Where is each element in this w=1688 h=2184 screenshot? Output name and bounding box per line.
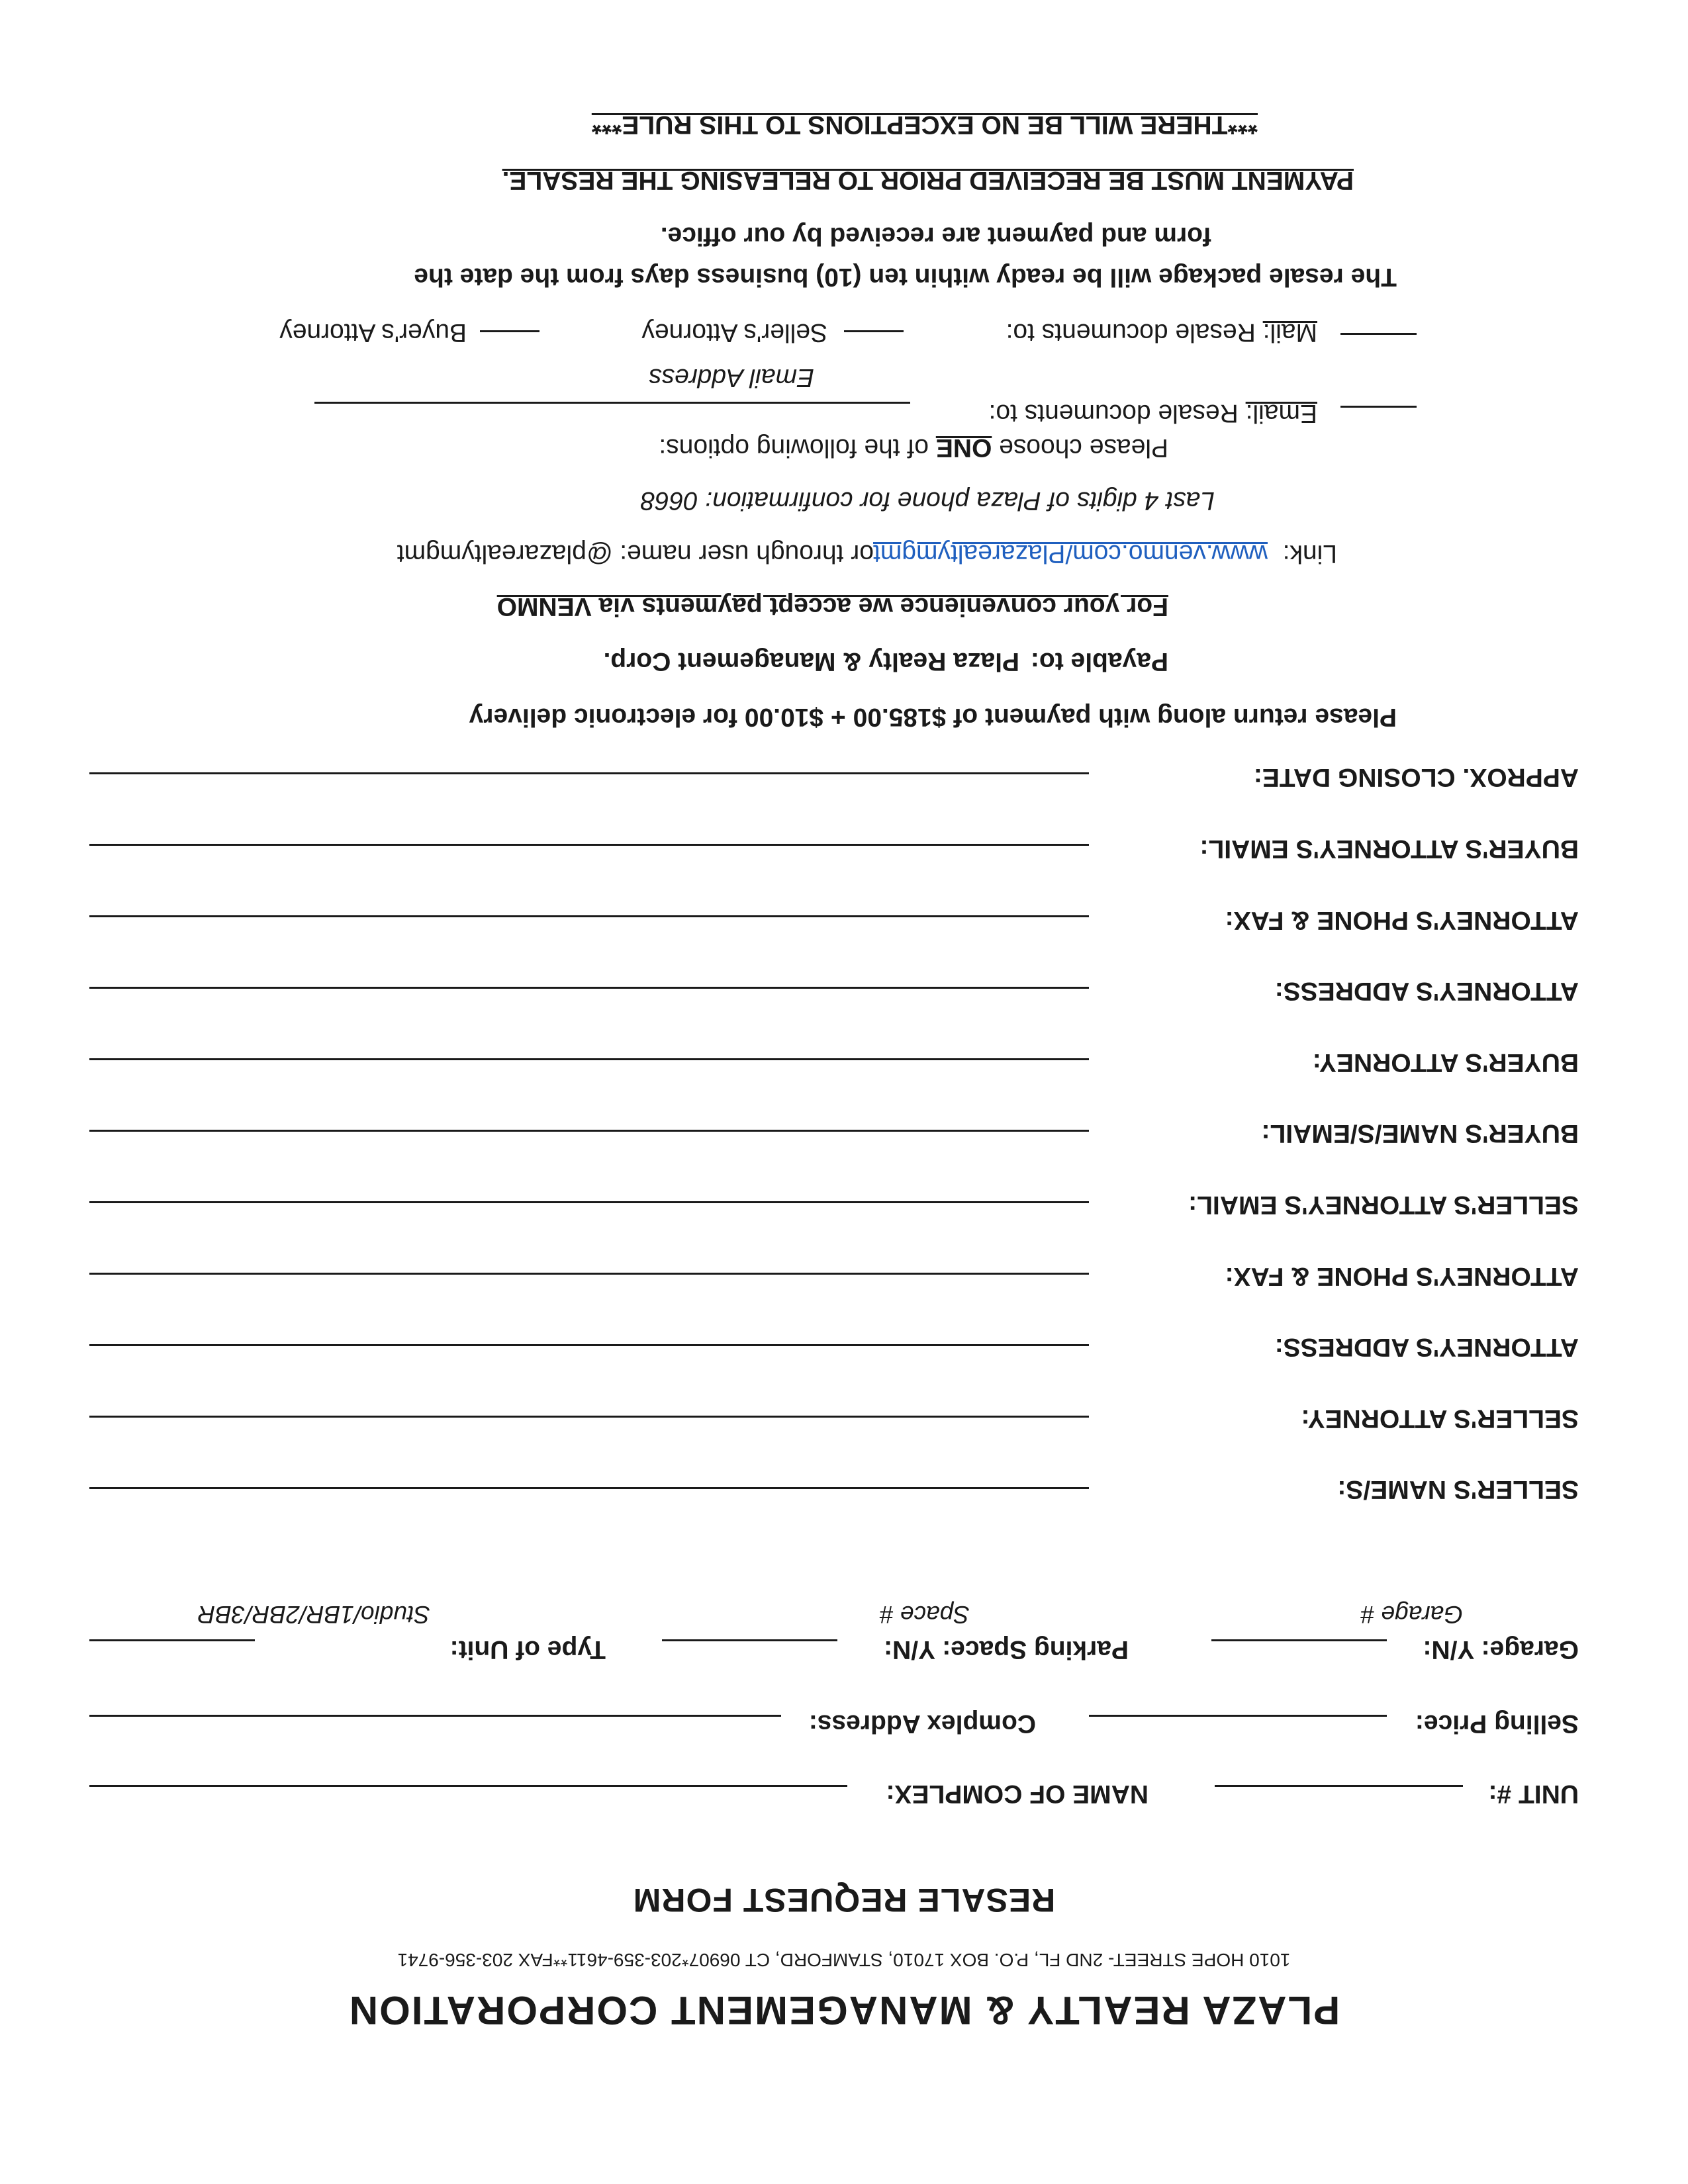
ready-notice-line1: The resale package will be ready within ten (10) business days from the date the [414, 263, 1397, 291]
no-exceptions-rule: ***THERE WILL BE NO EXCEPTIONS TO THIS RULE*** [591, 111, 1258, 139]
seller-attorney-phone-field[interactable] [89, 1273, 1089, 1275]
delivery-instructions [659, 433, 1168, 462]
unit-type-field[interactable] [89, 1639, 255, 1641]
sellers-attorney-label: SELLER'S ATTORNEY: [1301, 1404, 1579, 1433]
company-name: PLAZA REALTY & MANAGEMENT CORPORATION [348, 1988, 1340, 2032]
mail-option-check[interactable] [1340, 333, 1417, 335]
buyers-attorney-field[interactable] [89, 1058, 1089, 1060]
mail-buyers-attorney-label: Buyer's Attorney [279, 318, 467, 347]
space-number-caption: Space # [880, 1601, 970, 1628]
sellers-attorney-email-field[interactable] [89, 1201, 1089, 1203]
link-label: Link: [1282, 539, 1337, 568]
buyers-attorney-label: BUYER'S ATTORNEY: [1312, 1048, 1579, 1077]
buyer-attorney-address-field[interactable] [89, 987, 1089, 989]
mail-option-label [1006, 318, 1317, 347]
venmo-link[interactable]: www.venmo.com/Plazarealtymgmt [872, 539, 1268, 568]
mail-option-text: Resale documents to: [1006, 318, 1256, 347]
email-address-field[interactable] [314, 402, 910, 404]
parking-space-field[interactable] [662, 1639, 837, 1641]
payment-instructions: Please return along with payment of $185.00 + $10.00 for electronic delivery [469, 703, 1397, 731]
phone-confirmation: Last 4 digits of Plaza phone for confirmation: 0668 [640, 486, 1215, 515]
garage-number-caption: Garage # [1360, 1601, 1463, 1628]
seller-attorney-address-label: ATTORNEY'S ADDRESS: [1274, 1333, 1579, 1361]
mail-buyers-attorney-check[interactable] [480, 330, 539, 332]
payable-to-label: Payable to: [1030, 647, 1168, 676]
form-title: RESALE REQUEST FORM [632, 1882, 1056, 1919]
mail-option-word: Mail: [1262, 318, 1317, 347]
garage-label: Garage: Y/N: [1423, 1635, 1579, 1664]
choose-text: Please choose [999, 433, 1168, 462]
unit-type-label: Type of Unit: [449, 1635, 606, 1664]
unit-field[interactable] [1215, 1785, 1463, 1787]
complex-name-label: NAME OF COMPLEX: [886, 1780, 1149, 1808]
complex-name-field[interactable] [89, 1785, 847, 1787]
ready-notice-line2: form and payment are received by our office. [660, 222, 1211, 250]
email-option-word: Email: [1245, 399, 1317, 428]
unit-type-caption: Studio/1BR/2BR/3BR [197, 1601, 430, 1628]
complex-address-label: Complex Address: [808, 1709, 1036, 1738]
buyer-attorney-phone-label: ATTORNEY'S PHONE & FAX: [1225, 906, 1579, 934]
parking-label: Parking Space: Y/N: [884, 1635, 1129, 1664]
selling-price-label: Selling Price: [1415, 1709, 1579, 1738]
seller-attorney-address-field[interactable] [89, 1344, 1089, 1346]
email-option-check[interactable] [1340, 406, 1417, 408]
buyers-names-field[interactable] [89, 1130, 1089, 1132]
email-option-text: Resale documents to: [988, 399, 1239, 428]
email-address-caption: Email Address [649, 363, 814, 392]
sellers-attorney-field[interactable] [89, 1416, 1089, 1418]
buyers-names-label: BUYER'S NAME/S/EMAIL: [1261, 1119, 1579, 1148]
payment-rule: PAYMENT MUST BE RECEIVED PRIOR TO RELEASING THE RESALE. [502, 166, 1354, 195]
buyer-attorney-phone-field[interactable] [89, 915, 1089, 917]
sellers-names-field[interactable] [89, 1487, 1089, 1489]
closing-date-field[interactable] [89, 772, 1089, 774]
choose-options-text: of the following options: [659, 433, 929, 462]
complex-address-field[interactable] [89, 1715, 781, 1717]
seller-attorney-phone-label: ATTORNEY'S PHONE & FAX: [1225, 1262, 1579, 1291]
venmo-username: or through user name: @plazarealtymgmt [397, 539, 874, 568]
payable-to-name: Plaza Realty & Management Corp. [603, 647, 1019, 676]
choose-one-text: ONE [935, 433, 992, 462]
buyers-attorney-email-field[interactable] [89, 844, 1089, 846]
mail-sellers-attorney-check[interactable] [844, 330, 904, 332]
closing-date-label: APPROX. CLOSING DATE: [1253, 763, 1579, 792]
unit-label: UNIT #: [1488, 1780, 1579, 1808]
sellers-names-label: SELLER'S NAME/S: [1337, 1475, 1579, 1504]
mail-sellers-attorney-label: Seller's Attorney [641, 318, 827, 347]
garage-number-field[interactable] [1211, 1639, 1387, 1641]
sellers-attorney-email-label: SELLER'S ATTORNEY'S EMAIL: [1188, 1191, 1579, 1219]
company-address: 1010 HOPE STREET- 2ND FL, P.O. BOX 17010, STAMFORD, CT 06907*203-359-4611**FAX 203-356-9741 [397, 1950, 1291, 1970]
email-option-label [989, 398, 1317, 428]
selling-price-field[interactable] [1089, 1715, 1387, 1717]
buyers-attorney-email-label: BUYER'S ATTORNEY'S EMAIL: [1199, 835, 1579, 863]
venmo-heading: For your convenience we accept payments via VENMO [496, 592, 1168, 621]
buyer-attorney-address-label: ATTORNEY'S ADDRESS: [1274, 977, 1579, 1005]
